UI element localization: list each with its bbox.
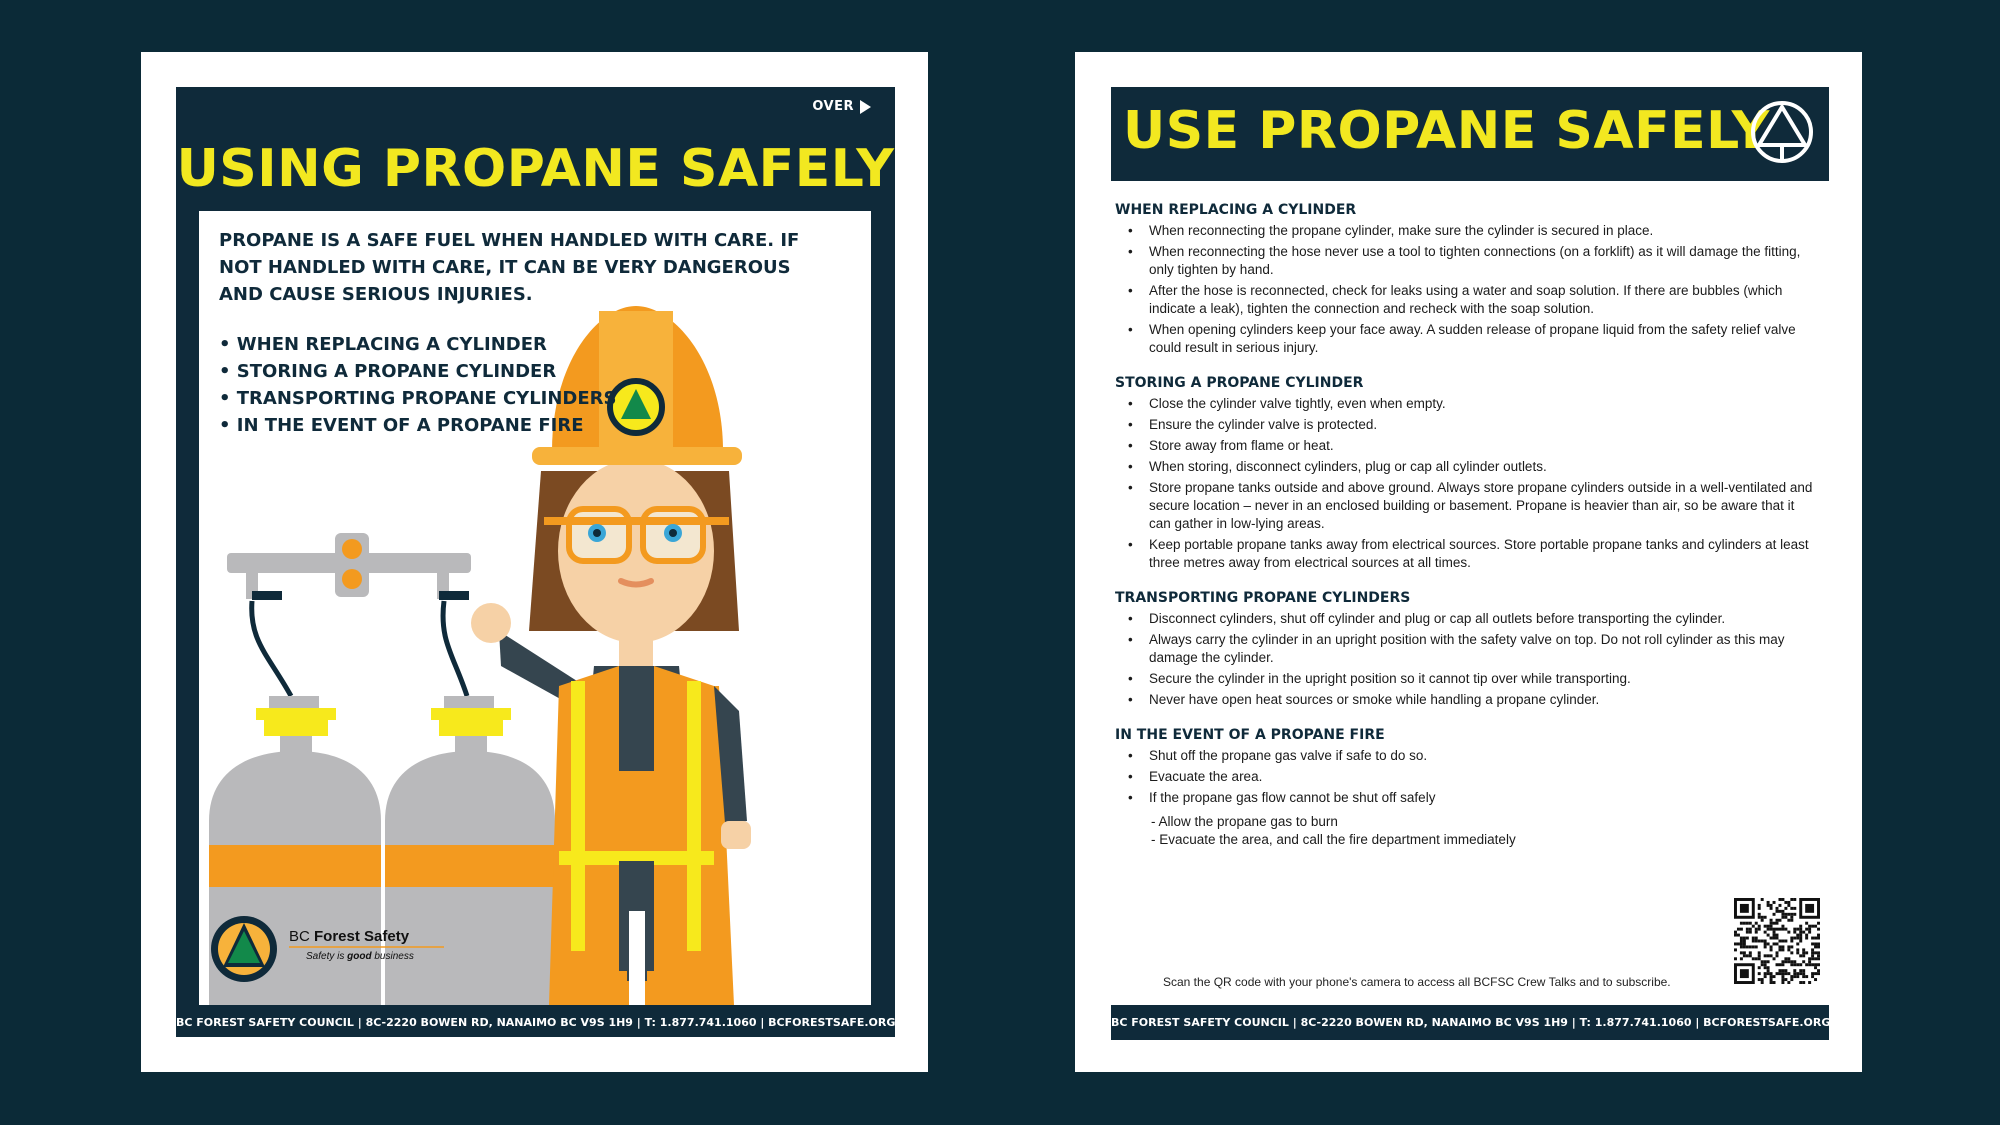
section-heading: WHEN REPLACING A CYLINDER <box>1115 202 1357 218</box>
qr-caption: Scan the QR code with your phone's camera to access all BCFSC Crew Talks and to subscribe. <box>1163 975 1671 989</box>
list-item: • When reconnecting the propane cylinder, make sure the cylinder is secured in place. <box>1115 222 1815 240</box>
list-item: • Disconnect cylinders, shut off cylinder and plug or cap all outlets before transporting the cylinder. <box>1115 610 1815 628</box>
brand-name: BC Forest Safety <box>289 928 410 945</box>
list-item: • Keep portable propane tanks away from electrical sources. Store portable propane tanks and cylinders at least three metres away from electrical sources at all times. <box>1115 536 1815 572</box>
sheet-title: USE PROPANE SAFELY <box>1123 101 1770 161</box>
qr-code-icon[interactable] <box>1734 898 1820 984</box>
poster-body <box>199 211 871 1005</box>
list-item: • Ensure the cylinder valve is protected. <box>1115 416 1815 434</box>
list-item: • Shut off the propane gas valve if safe to do so. <box>1115 747 1815 765</box>
section-heading: IN THE EVENT OF A PROPANE FIRE <box>1115 727 1385 743</box>
bcfsc-logo-icon <box>1749 99 1815 165</box>
list-item: • If the propane gas flow cannot be shut off safely <box>1115 789 1815 807</box>
list-item: • Secure the cylinder in the upright position so it cannot tip over while transporting. <box>1115 670 1815 688</box>
poster-title: USING PROPANE SAFELY <box>176 139 895 199</box>
list-item: • Never have open heat sources or smoke while handling a propane cylinder. <box>1115 691 1815 709</box>
sub-item: - Evacuate the area, and call the fire department immediately <box>1151 832 1516 847</box>
sub-item: - Allow the propane gas to burn <box>1151 814 1338 829</box>
poster-footer: BC FOREST SAFETY COUNCIL | 8C-2220 BOWEN RD, NANAIMO BC V9S 1H9 | T: 1.877.741.1060 | BCFORESTSAFE.ORG <box>176 1016 895 1029</box>
section-heading: STORING A PROPANE CYLINDER <box>1115 375 1364 391</box>
list-item: • Evacuate the area. <box>1115 768 1815 786</box>
left-poster-page <box>141 52 928 1072</box>
over-link[interactable] <box>812 99 871 114</box>
sheet-content <box>1115 202 1815 867</box>
over-label: OVER <box>812 99 854 114</box>
poster <box>176 87 895 1037</box>
section-storing <box>1115 375 1815 572</box>
section-replacing <box>1115 202 1815 357</box>
topic-item: • WHEN REPLACING A CYLINDER <box>219 331 617 358</box>
topic-item: • TRANSPORTING PROPANE CYLINDERS <box>219 385 617 412</box>
list-item: • When storing, disconnect cylinders, plug or cap all cylinder outlets. <box>1115 458 1815 476</box>
brand-tagline: Safety is good business <box>306 951 414 962</box>
sub-list <box>1115 813 1815 849</box>
list-item: • When reconnecting the hose never use a tool to tighten connections (on a forklift) as it will damage the fitting, only tighten by hand. <box>1115 243 1815 279</box>
arrow-right-icon <box>860 100 871 114</box>
topic-item: • STORING A PROPANE CYLINDER <box>219 358 617 385</box>
list-item: • Close the cylinder valve tightly, even when empty. <box>1115 395 1815 413</box>
topic-list <box>219 331 617 439</box>
list-item: • Store propane tanks outside and above ground. Always store propane cylinders outside in a well-ventilated and secure location – never in an enclosed building or basement. Propane is heavier than air, so be aware that it can gather in low-lying areas. <box>1115 479 1815 533</box>
topic-item: • IN THE EVENT OF A PROPANE FIRE <box>219 412 617 439</box>
section-heading: TRANSPORTING PROPANE CYLINDERS <box>1115 590 1411 606</box>
list-item: • Always carry the cylinder in an upright position with the safety valve on top. Do not roll cylinder as this may damage the cylinder. <box>1115 631 1815 667</box>
list-item: • Store away from flame or heat. <box>1115 437 1815 455</box>
list-item: • When opening cylinders keep your face away. A sudden release of propane liquid from the safety relief valve could result in serious injury. <box>1115 321 1815 357</box>
right-info-page <box>1075 52 1862 1072</box>
section-fire <box>1115 727 1815 849</box>
section-transporting <box>1115 590 1815 709</box>
brand-logo <box>289 928 414 962</box>
sheet-footer: BC FOREST SAFETY COUNCIL | 8C-2220 BOWEN RD, NANAIMO BC V9S 1H9 | T: 1.877.741.1060 | BCFORESTSAFE.ORG <box>1111 1005 1829 1040</box>
sheet-header <box>1111 87 1829 181</box>
list-item: • After the hose is reconnected, check for leaks using a water and soap solution. If there are bubbles (which indicate a leak), tighten the connection and recheck with the soap solution. <box>1115 282 1815 318</box>
intro-text: PROPANE IS A SAFE FUEL WHEN HANDLED WITH CARE. IF NOT HANDLED WITH CARE, IT CAN BE VERY DANGEROUS AND CAUSE SERIOUS INJURIES. <box>219 230 800 305</box>
